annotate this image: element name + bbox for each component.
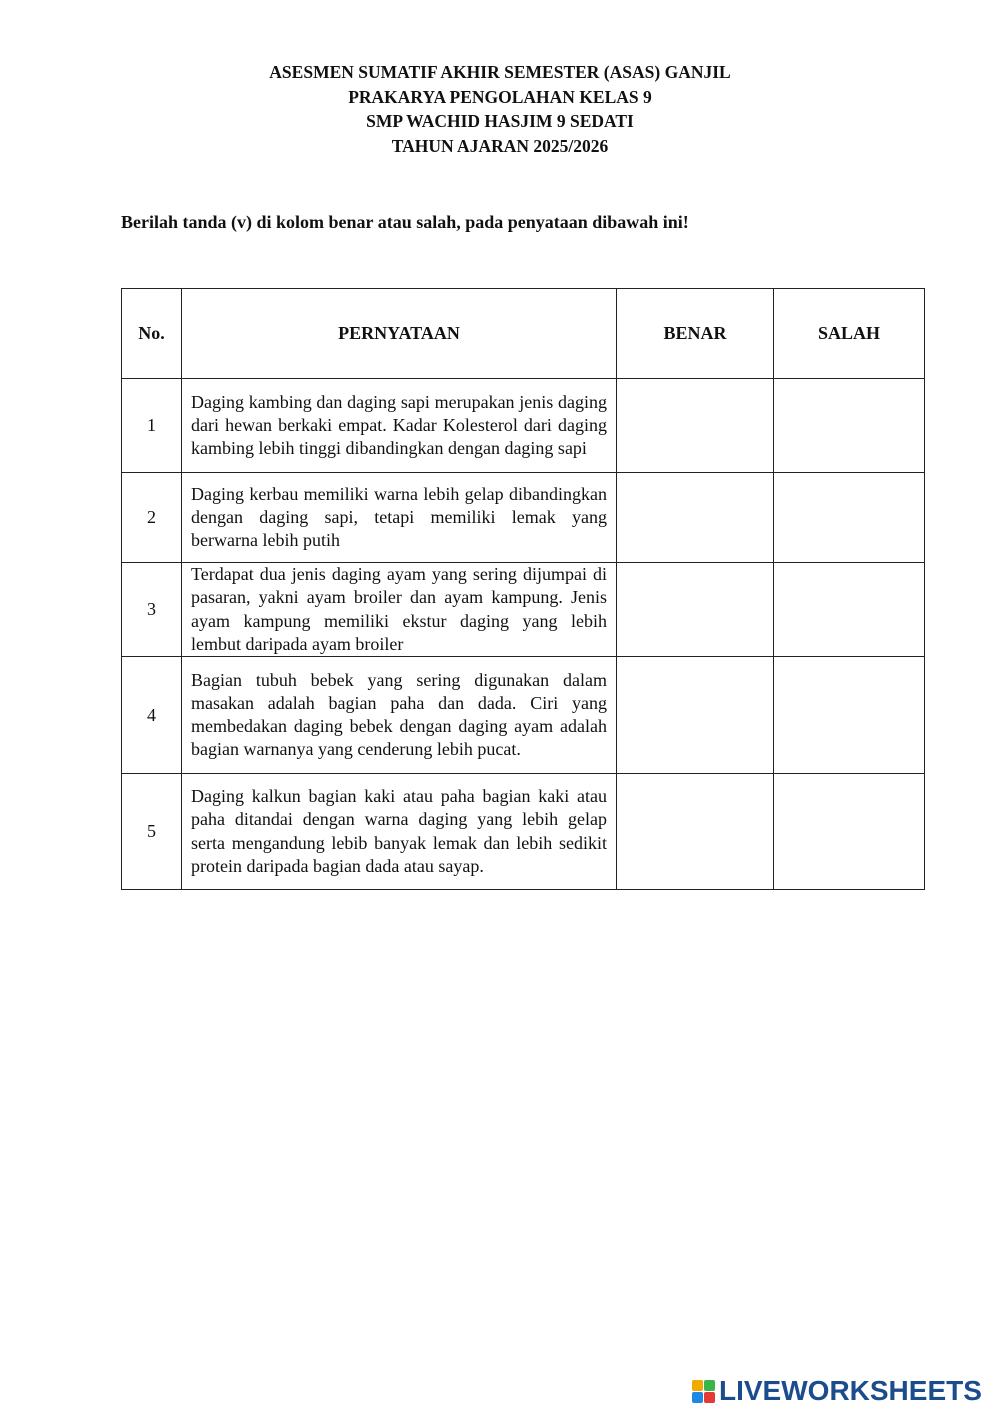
benar-cell[interactable] <box>617 563 774 657</box>
table-row <box>122 473 925 563</box>
header-title: ASESMEN SUMATIF AKHIR SEMESTER (ASAS) GANJIL <box>269 62 731 82</box>
salah-cell[interactable] <box>774 473 925 563</box>
logo-square-blue <box>692 1392 703 1403</box>
row-number: 3 <box>122 563 182 657</box>
logo-square-green <box>704 1380 715 1391</box>
row-number: 5 <box>122 774 182 890</box>
true-false-table <box>121 288 925 890</box>
salah-cell[interactable] <box>774 657 925 774</box>
header-benar: BENAR <box>617 289 774 379</box>
header-salah: SALAH <box>774 289 925 379</box>
table-header-row <box>122 289 925 379</box>
row-number: 1 <box>122 379 182 473</box>
header-no: No. <box>122 289 182 379</box>
benar-cell[interactable] <box>617 774 774 890</box>
document-header <box>0 60 1000 158</box>
row-number: 4 <box>122 657 182 774</box>
benar-cell[interactable] <box>617 473 774 563</box>
watermark-text: LIVEWORKSHEETS <box>719 1375 982 1406</box>
table-row <box>122 563 925 657</box>
table-row <box>122 379 925 473</box>
row-number: 2 <box>122 473 182 563</box>
row-statement: Daging kambing dan daging sapi merupakan jenis daging dari hewan berkaki empat. Kadar Kolesterol dari daging kambing lebih tinggi dibandingkan dengan daging sapi <box>182 379 617 473</box>
header-statement: PERNYATAAN <box>182 289 617 379</box>
row-statement: Bagian tubuh bebek yang sering digunakan dalam masakan adalah bagian paha dan dada. Ciri yang membedakan daging bebek dengan daging ayam adalah bagian warnanya yang cenderung lebih pucat. <box>182 657 617 774</box>
header-school: SMP WACHID HASJIM 9 SEDATI <box>366 111 634 131</box>
row-statement: Daging kalkun bagian kaki atau paha bagian kaki atau paha ditandai dengan warna daging yang lebih gelap serta mengandung lebib banyak lemak dan lebih sedikit protein daripada bagian dada atau sayap. <box>182 774 617 890</box>
row-statement: Terdapat dua jenis daging ayam yang sering dijumpai di pasaran, yakni ayam broiler dan ayam kampung. Jenis ayam kampung memiliki ekstur daging yang lebih lembut daripada ayam broiler <box>182 563 617 657</box>
logo-square-red <box>704 1392 715 1403</box>
header-year: TAHUN AJARAN 2025/2026 <box>391 135 609 156</box>
row-statement: Daging kerbau memiliki warna lebih gelap dibandingkan dengan daging sapi, tetapi memiliki lemak yang berwarna lebih putih <box>182 473 617 563</box>
table-row <box>122 774 925 890</box>
liveworksheets-logo-icon <box>692 1380 715 1403</box>
salah-cell[interactable] <box>774 563 925 657</box>
liveworksheets-watermark <box>692 1376 982 1406</box>
salah-cell[interactable] <box>774 774 925 890</box>
benar-cell[interactable] <box>617 657 774 774</box>
logo-square-yellow <box>692 1380 703 1391</box>
table-row <box>122 657 925 774</box>
instruction-text: Berilah tanda (v) di kolom benar atau salah, pada penyataan dibawah ini! <box>121 212 689 232</box>
benar-cell[interactable] <box>617 379 774 473</box>
header-subject: PRAKARYA PENGOLAHAN KELAS 9 <box>348 86 652 107</box>
salah-cell[interactable] <box>774 379 925 473</box>
